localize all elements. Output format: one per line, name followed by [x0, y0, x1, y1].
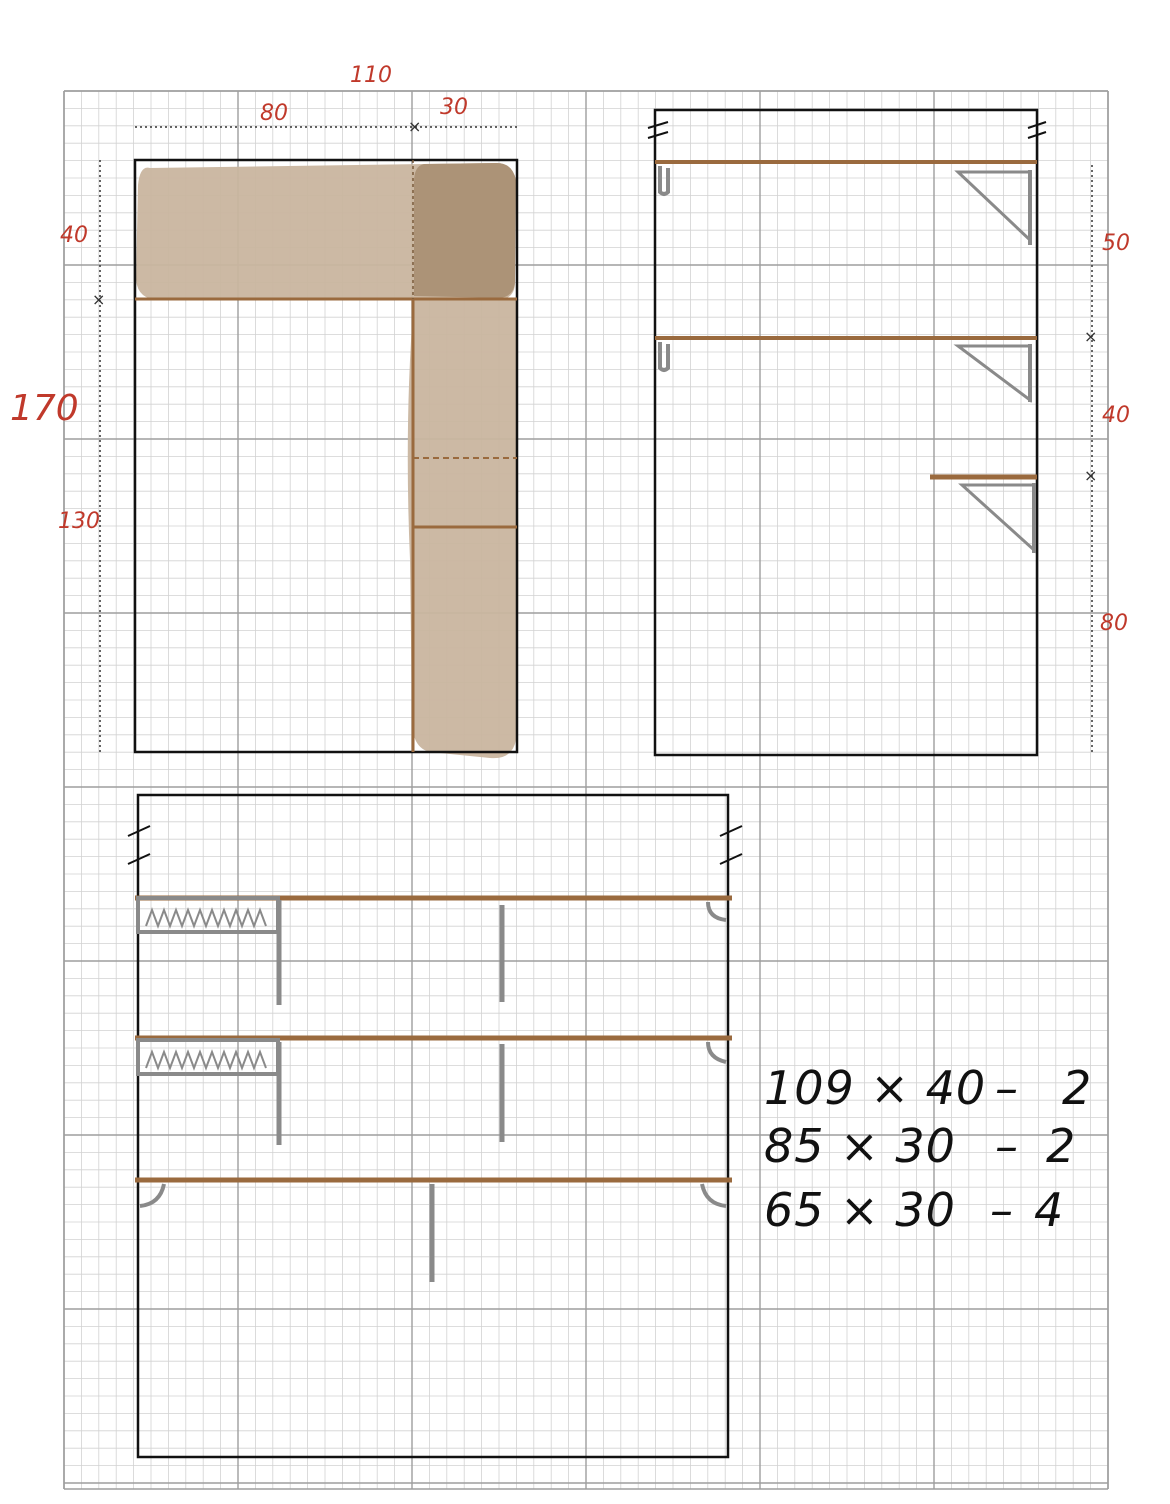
cut-list-size-1: 109 × 40	[764, 1061, 987, 1115]
gap-2-label: 40	[1102, 403, 1130, 428]
cut-list-dash-3: –	[990, 1183, 1014, 1237]
dim-mark: ×	[1084, 327, 1098, 346]
cut-list-qty-3: 4	[1034, 1183, 1065, 1237]
side-length-label: 130	[58, 509, 100, 534]
right-width-label: 30	[440, 95, 468, 120]
cut-list-size-3: 65 × 30	[764, 1183, 956, 1237]
dim-mark: ×	[92, 290, 106, 309]
corner-overlap-fill	[414, 163, 516, 298]
cut-list-qty-2: 2	[1046, 1119, 1077, 1173]
cut-list-size-2: 85 × 30	[764, 1119, 956, 1173]
cut-list-dash-2: –	[995, 1119, 1019, 1173]
cut-list-dash-1: –	[995, 1061, 1019, 1115]
gap-1-label: 50	[1102, 231, 1130, 256]
total-height-label: 170	[10, 388, 79, 429]
left-width-label: 80	[260, 101, 288, 126]
top-depth-label: 40	[60, 223, 88, 248]
dim-mark: ×	[408, 117, 422, 136]
dim-mark: ×	[1084, 466, 1098, 485]
bottom-gap-label: 80	[1100, 611, 1128, 636]
top-width-label: 110	[350, 63, 392, 88]
cut-list-qty-1: 2	[1062, 1061, 1093, 1115]
